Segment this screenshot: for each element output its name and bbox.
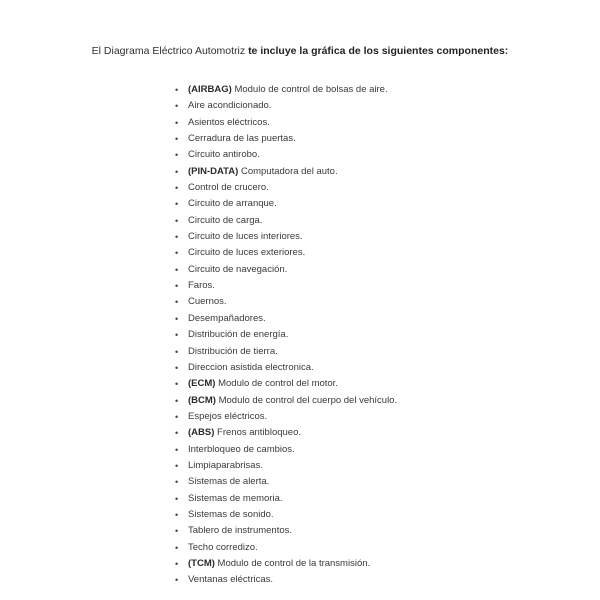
- item-code: (PIN-DATA): [188, 165, 239, 177]
- list-item: [172, 376, 397, 392]
- list-item: [172, 409, 397, 425]
- bullet-icon: •: [175, 477, 179, 488]
- list-item: [172, 82, 397, 98]
- item-text: Sistemas de alerta.: [188, 476, 270, 488]
- intro-bold-text: te incluye la gráfica de los siguientes componentes:: [248, 45, 509, 57]
- bullet-icon: •: [175, 166, 179, 177]
- bullet-icon: •: [175, 428, 179, 439]
- item-text: Circuito de navegación.: [188, 263, 288, 275]
- list-item: [172, 491, 397, 507]
- list-item: [172, 245, 397, 261]
- item-text: Modulo de control de la transmisión.: [214, 557, 371, 569]
- list-item: [172, 425, 397, 441]
- item-text: Desempañadores.: [188, 312, 266, 324]
- bullet-icon: •: [175, 526, 179, 537]
- list-item: [172, 540, 397, 556]
- list-item: [172, 196, 397, 212]
- list-item: [172, 507, 397, 523]
- bullet-icon: •: [175, 101, 179, 112]
- list-item: [172, 294, 397, 310]
- item-text: Cuernos.: [188, 296, 227, 308]
- item-text: Direccion asistida electronica.: [188, 361, 314, 373]
- item-text: Computadora del auto.: [238, 165, 338, 177]
- item-text: Aire acondicionado.: [188, 100, 272, 112]
- list-item: [172, 523, 397, 539]
- item-text: Tablero de instrumentos.: [188, 525, 293, 537]
- bullet-icon: •: [175, 330, 179, 341]
- bullet-icon: •: [175, 460, 179, 471]
- bullet-icon: •: [175, 134, 179, 145]
- list-item: [172, 115, 397, 131]
- list-item: [172, 344, 397, 360]
- item-text: Limpiaparabrisas.: [188, 459, 263, 471]
- bullet-icon: •: [175, 493, 179, 504]
- item-text: Control de crucero.: [188, 182, 269, 194]
- bullet-icon: •: [175, 248, 179, 259]
- item-code: (ECM): [188, 378, 216, 390]
- item-text: Faros.: [188, 280, 215, 292]
- list-item: [172, 311, 397, 327]
- bullet-icon: •: [175, 232, 179, 243]
- bullet-icon: •: [175, 150, 179, 161]
- list-item: [172, 262, 397, 278]
- bullet-icon: •: [175, 411, 179, 422]
- item-code: (TCM): [188, 557, 215, 569]
- item-text: Espejos eléctricos.: [188, 410, 268, 422]
- bullet-icon: •: [175, 281, 179, 292]
- item-text: Circuito de arranque.: [188, 198, 277, 210]
- list-item: [172, 442, 397, 458]
- list-item: [172, 572, 397, 588]
- item-text: Circuito antirobo.: [188, 149, 260, 161]
- bullet-icon: •: [175, 362, 179, 373]
- bullet-icon: •: [175, 183, 179, 194]
- bullet-icon: •: [175, 575, 179, 586]
- item-code: (AIRBAG): [188, 84, 232, 95]
- item-text: Distribución de energía.: [188, 329, 289, 341]
- item-text: Modulo de control del motor.: [215, 378, 338, 390]
- item-code: (BCM): [188, 394, 216, 406]
- item-text: Asientos eléctricos.: [188, 116, 270, 128]
- bullet-icon: •: [175, 509, 179, 520]
- item-text: Modulo de control del cuerpo del vehículo.: [215, 394, 398, 406]
- item-text: Frenos antibloqueo.: [214, 427, 302, 439]
- list-item: [172, 98, 397, 114]
- list-item: [172, 131, 397, 147]
- item-text: Circuito de luces exteriores.: [188, 247, 306, 259]
- list-item: [172, 147, 397, 163]
- bullet-icon: •: [175, 297, 179, 308]
- item-text: Modulo de control de bolsas de aire.: [231, 84, 388, 95]
- bullet-icon: •: [175, 444, 179, 455]
- bullet-icon: •: [175, 542, 179, 553]
- bullet-icon: •: [175, 313, 179, 324]
- item-code: (ABS): [188, 427, 215, 439]
- bullet-icon: •: [175, 117, 179, 128]
- intro-text: El Diagrama Eléctrico Automotriz: [91, 45, 249, 57]
- item-text: Distribución de tierra.: [188, 345, 278, 357]
- list-item: [172, 213, 397, 229]
- list-item: [172, 556, 397, 572]
- intro-paragraph: [80, 43, 520, 59]
- item-text: Techo corredizo.: [188, 541, 258, 553]
- components-list: [172, 82, 397, 589]
- bullet-icon: •: [175, 346, 179, 357]
- item-text: Circuito de luces interiores.: [188, 231, 303, 243]
- bullet-icon: •: [175, 395, 179, 406]
- list-item: [172, 393, 397, 409]
- item-text: Sistemas de sonido.: [188, 508, 274, 520]
- list-item: [172, 474, 397, 490]
- bullet-icon: •: [175, 199, 179, 210]
- list-item: [172, 327, 397, 343]
- item-text: Cerradura de las puertas.: [188, 133, 296, 145]
- bullet-icon: •: [175, 264, 179, 275]
- bullet-icon: •: [175, 85, 179, 95]
- list-item: [172, 278, 397, 294]
- list-item: [172, 458, 397, 474]
- list-item: [172, 360, 397, 376]
- bullet-icon: •: [175, 215, 179, 226]
- item-text: Circuito de carga.: [188, 214, 263, 226]
- item-text: Sistemas de memoria.: [188, 492, 283, 504]
- item-text: Ventanas eléctricas.: [188, 574, 274, 586]
- list-item: [172, 164, 397, 180]
- item-text: Interbloqueo de cambios.: [188, 443, 295, 455]
- bullet-icon: •: [175, 558, 179, 569]
- list-item: [172, 180, 397, 196]
- list-item: [172, 229, 397, 245]
- bullet-icon: •: [175, 379, 179, 390]
